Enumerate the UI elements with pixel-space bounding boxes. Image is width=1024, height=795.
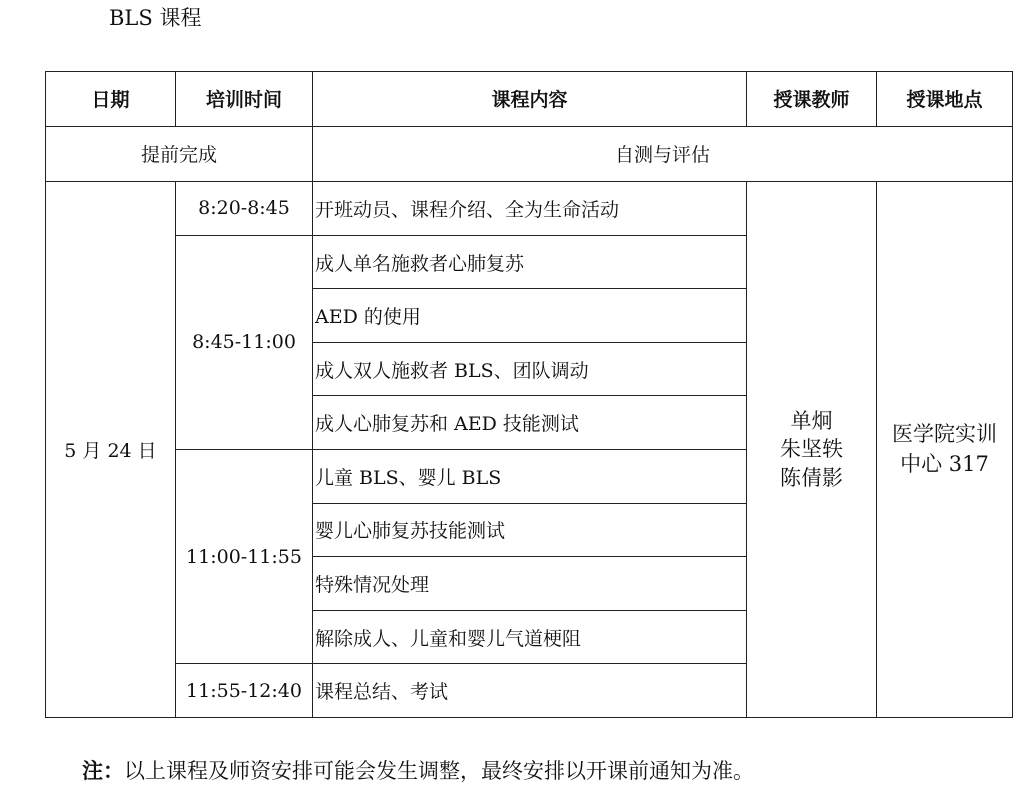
pre-study-content: 自测与评估: [313, 126, 1013, 182]
footnote-label: 注：: [82, 759, 124, 783]
date-cell: 5 月 24 日: [46, 182, 176, 718]
footnote-text: 以上课程及师资安排可能会发生调整，最终安排以开课前通知为准。: [124, 759, 754, 783]
time-cell: 8:20-8:45: [176, 182, 313, 236]
document-title: BLS 课程: [109, 6, 202, 30]
course-schedule-table: [45, 71, 1013, 718]
content-cell: 课程总结、考试: [313, 664, 747, 718]
content-cell: 儿童 BLS、婴儿 BLS: [313, 450, 747, 504]
teacher-name: 朱坚轶: [780, 437, 843, 462]
teacher-cell: [747, 182, 877, 718]
header-content: 课程内容: [313, 72, 747, 127]
location-line: 医学院实训: [892, 422, 997, 447]
teacher-name: 陈倩影: [780, 465, 843, 490]
header-date: 日期: [46, 72, 176, 127]
content-cell: 开班动员、课程介绍、全为生命活动: [313, 182, 747, 236]
content-cell: 成人单名施救者心肺复苏: [313, 235, 747, 289]
content-cell: 成人心肺复苏和 AED 技能测试: [313, 396, 747, 450]
content-cell: 成人双人施救者 BLS、团队调动: [313, 342, 747, 396]
pre-study-label: 提前完成: [46, 126, 313, 182]
table-header-row: [46, 72, 1013, 127]
content-cell: 特殊情况处理: [313, 557, 747, 611]
time-cell: 8:45-11:00: [176, 235, 313, 449]
content-cell: 婴儿心肺复苏技能测试: [313, 503, 747, 557]
table-row: [46, 182, 1013, 236]
header-location: 授课地点: [877, 72, 1013, 127]
content-cell: AED 的使用: [313, 289, 747, 343]
location-cell: [877, 182, 1013, 718]
header-teacher: 授课教师: [747, 72, 877, 127]
time-cell: 11:55-12:40: [176, 664, 313, 718]
pre-study-row: [46, 126, 1013, 182]
time-cell: 11:00-11:55: [176, 450, 313, 664]
content-cell: 解除成人、儿童和婴儿气道梗阻: [313, 610, 747, 664]
header-time: 培训时间: [176, 72, 313, 127]
location-line: 中心 317: [900, 451, 989, 476]
footnote: [82, 755, 754, 785]
teacher-name: 单炯: [790, 409, 833, 434]
